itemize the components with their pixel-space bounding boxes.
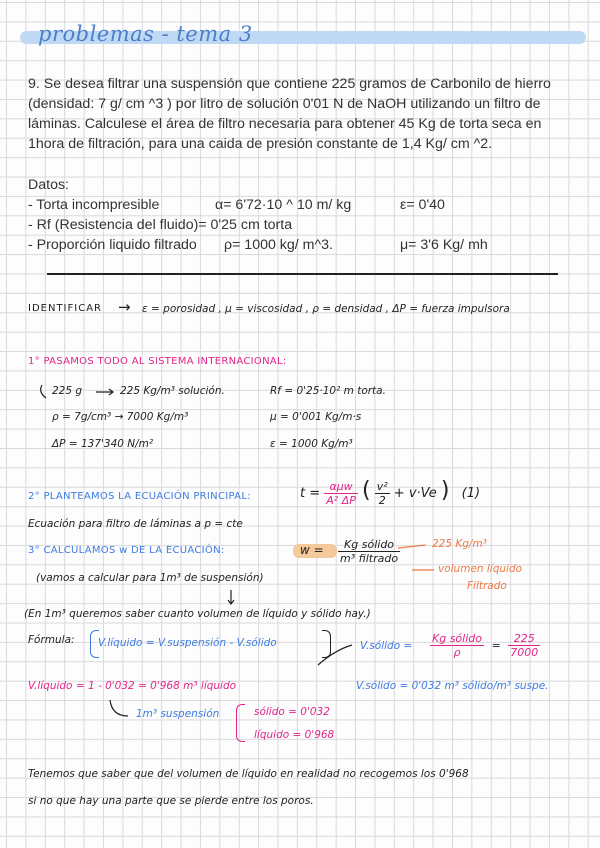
vsolido-equals: = — [491, 638, 501, 652]
vsolido-label: V.sólido = — [360, 640, 413, 652]
datos-rho: ρ= 1000 kg/ m^3. — [224, 237, 333, 253]
identificar-text: ε = porosidad , μ = viscosidad , ρ = densidad , ΔP = fuerza impulsora — [142, 303, 510, 315]
eq-paren-close: ) — [440, 478, 450, 503]
vsolido-den: ρ — [453, 646, 461, 659]
step1-heading: 1° PASAMOS TODO AL SISTEMA INTERNACIONAL: — [28, 356, 287, 367]
datos-line3: - Proporción liquido filtrado — [28, 237, 197, 253]
datos-line2: - Rf (Resistencia del fluido)= 0'25 cm torta — [28, 217, 293, 233]
suspension-label: 1m³ suspensión — [136, 708, 220, 720]
arrow-curve-1 — [41, 385, 46, 398]
step2-note: Ecuación para filtro de láminas a p = cte — [28, 518, 243, 530]
liquido-value: líquido = 0'968 — [254, 729, 335, 741]
calc-note2: (En 1m³ queremos saber cuanto volumen de líquido y sólido hay.) — [24, 608, 371, 620]
step1-dp: ΔP = 137'340 N/m² — [52, 438, 154, 450]
eq-t: t = — [300, 486, 321, 501]
page-title: problemas - tema 3 — [38, 22, 253, 46]
step1-rho: ρ = 7g/cm³ → 7000 Kg/m³ — [52, 411, 189, 423]
w-label: w = — [300, 543, 324, 557]
identificar-arrow: → — [118, 298, 131, 316]
step1-from: 225 g — [52, 385, 83, 397]
step2-heading: 2° PLANTEAMOS LA ECUACIÓN PRINCIPAL: — [28, 491, 251, 502]
eq-v-den: 2 — [378, 494, 386, 507]
w-den: m³ filtrado — [340, 552, 399, 565]
eq-ref: (1) — [461, 486, 481, 501]
step1-mu: μ = 0'001 Kg/m·s — [270, 411, 362, 423]
vsolido-fnum: 225 — [508, 632, 540, 646]
ann-filtrado: Filtrado — [467, 580, 507, 592]
arrow-orange-1 — [398, 545, 426, 548]
arrow-hook — [110, 700, 128, 716]
identificar-label: IDENTIFICAR — [28, 303, 102, 314]
vsolido-fden: 7000 — [510, 646, 539, 659]
calc-note1: (vamos a calcular para 1m³ de suspensión) — [36, 572, 264, 584]
eq-v-num: v² — [376, 480, 388, 493]
eq-tail: + v·Ve — [393, 486, 437, 501]
vliquido-result: V.líquido = 1 - 0'032 = 0'968 m³ líquido — [28, 680, 237, 692]
ann-225: 225 Kg/m³ — [432, 538, 487, 550]
formula-label: Fórmula: — [28, 634, 75, 646]
ann-volumen: volumen líquido — [438, 563, 523, 575]
eq-den: A² ΔP — [326, 494, 356, 507]
eq-num: αμw — [324, 480, 358, 494]
problem-statement: 9. Se desea filtrar una suspensión que contiene 225 gramos de Carbonilo de hierro (densidad: 7 g/ cm ^3 ) por litro de solución 0'01 N de NaOH utilizando un filtro de láminas. Calculese el área de filtro necesaria para obtener 45 Kg de torta seca en 1hora de filtración, para una caida de presión constante de 1,4 Kg/ cm ^2. — [28, 76, 551, 152]
conclusion-line1: Tenemos que saber que del volumen de líquido en realidad no recogemos los 0'968 — [28, 768, 469, 780]
step3-heading: 3° CALCULAMOS w DE LA ECUACIÓN: — [28, 545, 225, 556]
datos-alpha: α= 6'72·10 ^ 10 m/ kg — [215, 197, 352, 213]
vsolido-num: Kg sólido — [432, 632, 482, 645]
datos-line1: - Torta incompresible — [28, 197, 160, 213]
datos-mu: μ= 3'6 Kg/ mh — [400, 237, 488, 253]
datos-epsilon: ε= 0'40 — [400, 197, 445, 213]
arrow-to-vsolido — [318, 645, 352, 665]
solido-value: sólido = 0'032 — [254, 706, 330, 718]
step1-rf: Rf = 0'25·10² m torta. — [270, 385, 386, 397]
eq-paren-open: ( — [362, 478, 371, 503]
conclusion-line2: si no que hay una parte que se pierde entre los poros. — [28, 795, 314, 807]
step1-to: 225 Kg/m³ solución. — [120, 385, 225, 397]
formula-eq: V.líquido = V.suspensión - V.sólido — [98, 637, 277, 649]
step1-eps: ε = 1000 Kg/m³ — [270, 438, 353, 450]
datos-heading: Datos: — [28, 177, 70, 193]
vsolido-result: V.sólido = 0'032 m³ sólido/m³ suspe. — [356, 680, 549, 692]
w-num: Kg sólido — [338, 538, 400, 552]
